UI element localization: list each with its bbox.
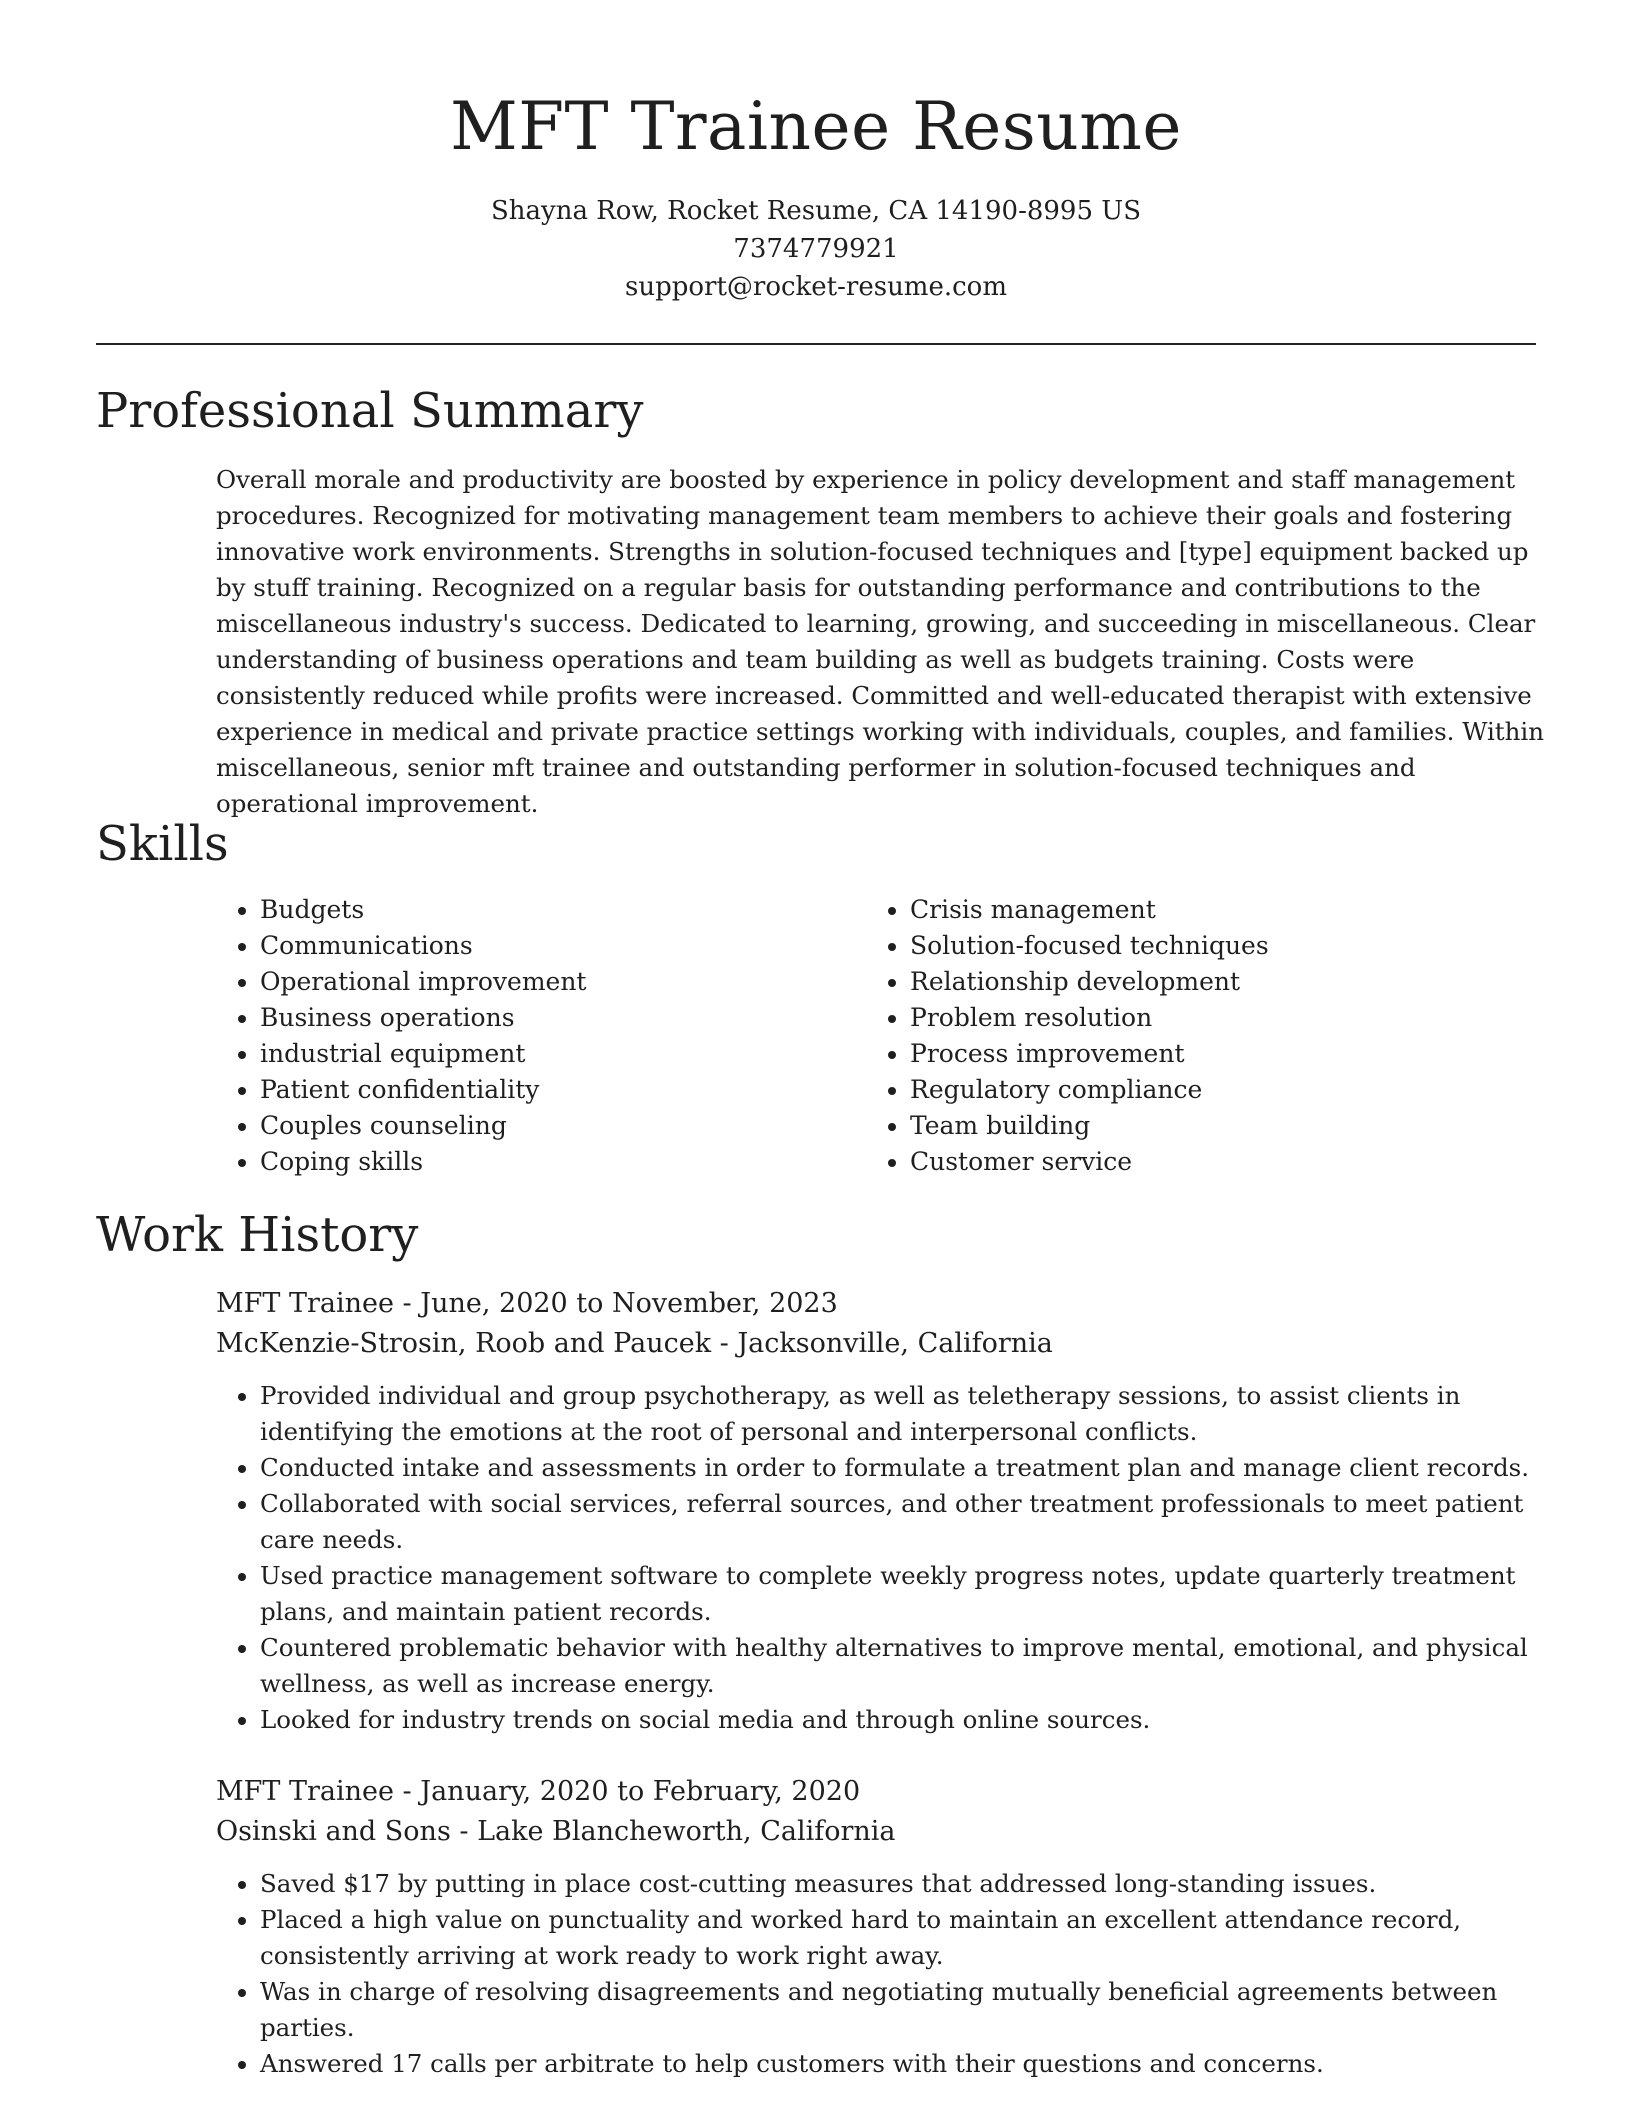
skill-item: • Budgets bbox=[260, 892, 866, 928]
job-title: MFT Trainee bbox=[216, 1776, 394, 1807]
job-company-line bbox=[216, 1324, 1556, 1364]
job-bullet: • Conducted intake and assessments in order to formulate a treatment plan and manage client records. bbox=[260, 1450, 1556, 1486]
skill-item: • Problem resolution bbox=[910, 1000, 1510, 1036]
skill-item: • Coping skills bbox=[260, 1144, 866, 1180]
summary-text: Overall morale and productivity are boosted by experience in policy development and staff management procedures. Recognized for motivating management team members to achieve their goals and fostering innovative work environments. Strengths in solution-focused techniques and [type] equipment backed up by stuff training. Recognized on a regular basis for outstanding performance and contributions to the miscellaneous industry's success. Dedicated to learning, growing, and succeeding in miscellaneous. Clear understanding of business operations and team building as well as budgets training. Costs were consistently reduced while profits were increased. Committed and well-educated therapist with extensive experience in medical and private practice settings working with individuals, couples, and families. Within miscellaneous, senior mft trainee and outstanding performer in solution-focused techniques and operational improvement. bbox=[216, 465, 1545, 818]
skill-item: • industrial equipment bbox=[260, 1036, 866, 1072]
job-company: Osinski and Sons bbox=[216, 1816, 451, 1847]
separator: - bbox=[711, 1328, 738, 1359]
job-bullet: • Answered 17 calls per arbitrate to help customers with their questions and concerns. bbox=[260, 2046, 1556, 2082]
job-bullet: • Placed a high value on punctuality and worked hard to maintain an excellent attendance record, consistently arriving at work ready to work right away. bbox=[260, 1902, 1556, 1974]
job-bullet: • Provided individual and group psychotherapy, as well as teletherapy sessions, to assist clients in identifying the emotions at the root of personal and interpersonal conflicts. bbox=[260, 1378, 1556, 1450]
skill-item: • Regulatory compliance bbox=[910, 1072, 1510, 1108]
skills-list bbox=[216, 892, 1536, 1180]
resume-header bbox=[0, 0, 1632, 306]
contact-address: Shayna Row, Rocket Resume, CA 14190-8995 US bbox=[490, 196, 1142, 226]
job-location: Jacksonville, California bbox=[737, 1328, 1053, 1359]
contact-phone: 7374779921 bbox=[733, 234, 899, 264]
job-entry bbox=[216, 1284, 1556, 1738]
job-dates: June, 2020 to November, 2023 bbox=[420, 1288, 838, 1319]
skills-heading: Skills bbox=[96, 816, 229, 872]
skill-item: • Patient confidentiality bbox=[260, 1072, 866, 1108]
skill-item: • Relationship development bbox=[910, 964, 1510, 1000]
skills-column-right bbox=[866, 892, 1510, 1180]
separator: - bbox=[393, 1776, 421, 1807]
job-bullet: • Looked for industry trends on social media and through online sources. bbox=[260, 1702, 1556, 1738]
job-dates: January, 2020 to February, 2020 bbox=[420, 1776, 861, 1807]
job-bullet: • Saved $17 by putting in place cost-cutting measures that addressed long-standing issues. bbox=[260, 1866, 1556, 1902]
skills-column-left bbox=[216, 892, 866, 1180]
job-title-line bbox=[216, 1284, 1556, 1324]
separator: - bbox=[450, 1816, 478, 1847]
job-bullet: • Was in charge of resolving disagreements and negotiating mutually beneficial agreements between parties. bbox=[260, 1974, 1556, 2046]
skill-item: • Operational improvement bbox=[260, 964, 866, 1000]
job-bullets bbox=[216, 1378, 1556, 1738]
skill-item: • Business operations bbox=[260, 1000, 866, 1036]
skill-item: • Crisis management bbox=[910, 892, 1510, 928]
skill-item: • Couples counseling bbox=[260, 1108, 866, 1144]
skill-item: • Customer service bbox=[910, 1144, 1510, 1180]
work-history-heading: Work History bbox=[96, 1207, 419, 1263]
contact-block bbox=[0, 192, 1632, 306]
job-company-line bbox=[216, 1812, 1556, 1852]
job-title-line bbox=[216, 1772, 1556, 1812]
resume-title: MFT Trainee Resume bbox=[450, 88, 1182, 165]
job-company: McKenzie-Strosin, Roob and Paucek bbox=[216, 1328, 712, 1359]
job-bullet: • Used practice management software to complete weekly progress notes, update quarterly treatment plans, and maintain patient records. bbox=[260, 1558, 1556, 1630]
job-title: MFT Trainee bbox=[216, 1288, 394, 1319]
job-bullet: • Countered problematic behavior with healthy alternatives to improve mental, emotional, and physical wellness, as well as increase energy. bbox=[260, 1630, 1556, 1702]
skill-item: • Communications bbox=[260, 928, 866, 964]
separator: - bbox=[393, 1288, 421, 1319]
skill-item: • Team building bbox=[910, 1108, 1510, 1144]
job-entry bbox=[216, 1772, 1556, 2082]
job-bullets bbox=[216, 1866, 1556, 2082]
summary-heading: Professional Summary bbox=[96, 383, 644, 439]
header-divider bbox=[96, 343, 1536, 345]
skill-item: • Solution-focused techniques bbox=[910, 928, 1510, 964]
job-location: Lake Blancheworth, California bbox=[477, 1816, 896, 1847]
skill-item: • Process improvement bbox=[910, 1036, 1510, 1072]
job-bullet: • Collaborated with social services, referral sources, and other treatment professionals to meet patient care needs. bbox=[260, 1486, 1556, 1558]
contact-email: support@rocket-resume.com bbox=[624, 272, 1007, 302]
